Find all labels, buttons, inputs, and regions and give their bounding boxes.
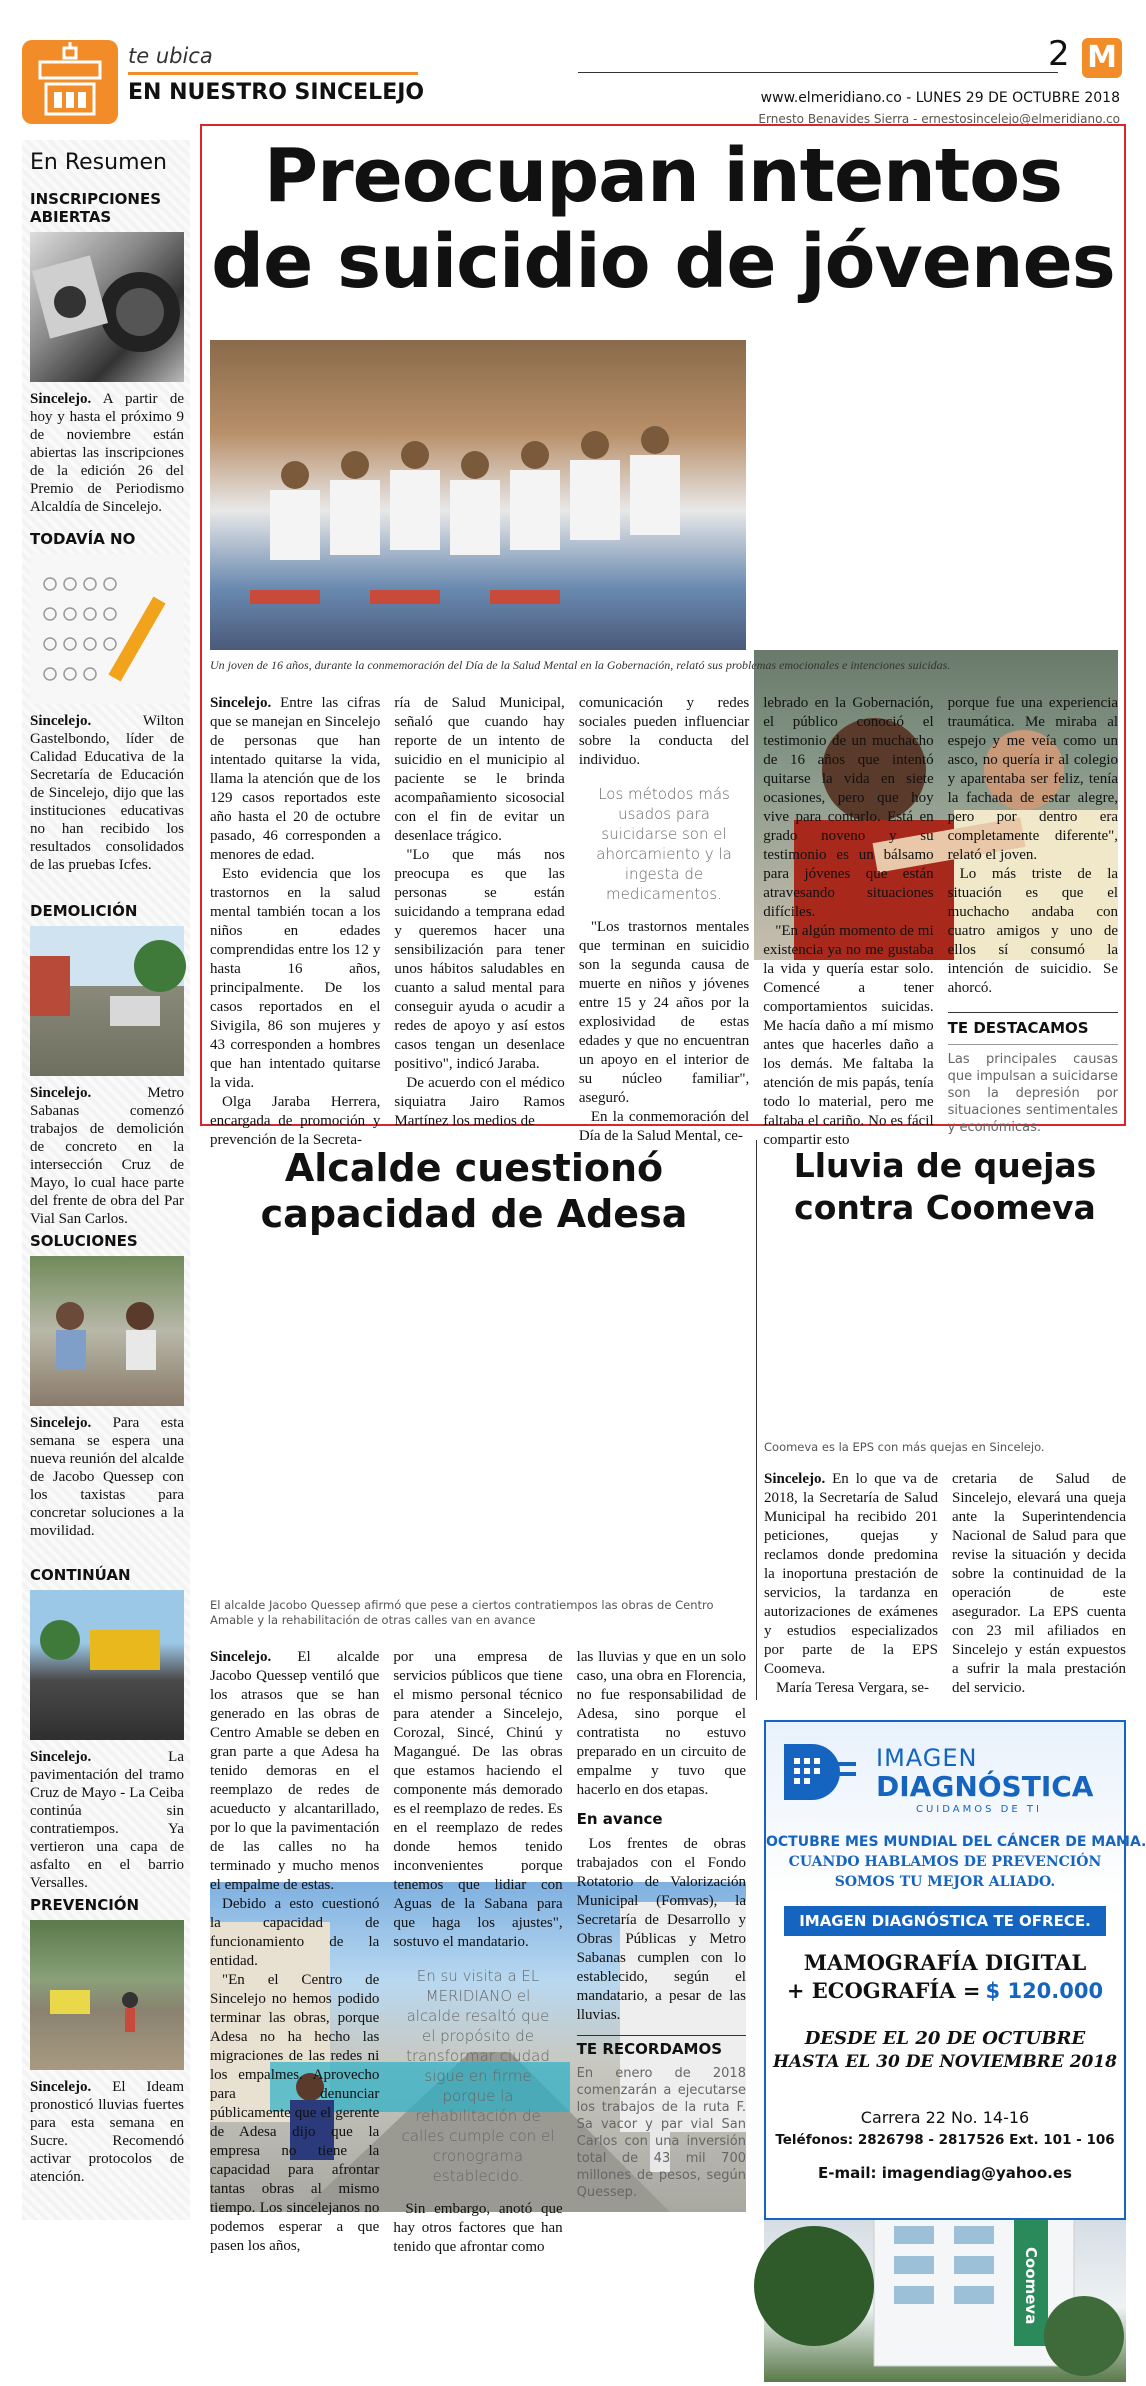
site-date: www.elmeridiano.co - LUNES 29 DE OCTUBRE 2018 [760,90,1120,106]
story2-col3-p2: Los frentes de obras trabajados con el Fondo Rotatorio de Valorización Municipal (Fomvas), la Secretaría de Desarrollo y Obras Públicas y Metro Sabanas cumplen con lo establecido, según el mandatario, a pesar de las lluvias. [576,1836,746,2023]
story3-headline-1: Lluvia de quejas [793,1146,1097,1185]
sidebar-item-text: La pavimentación del tramo Cruz de Mayo - La Ceiba continúa sin contratiempos. Ya vertieron una capa de asfalto en el barrio Versalles. [30,1749,184,1891]
main-highlight-title: TE DESTACAMOS [947,1019,1089,1037]
main-headline-2: de suicidio de jóvenes [211,219,1115,305]
ad-logo-icon [778,1740,856,1802]
ad-date-2: HASTA EL 30 DE NOVIEMBRE 2018 [772,2052,1118,2072]
main-col1-p3: Olga Jaraba Herrera, encargada de promoción y prevención de la Secreta- [210,1094,381,1148]
sidebar-item [30,1566,184,1896]
story2-lead: Sincelejo. [210,1649,272,1665]
ad-email[interactable]: E-mail: imagendiag@yahoo.es [818,2164,1072,2182]
section-icon [22,40,118,124]
sidebar-item-lead: Sincelejo. [30,1085,92,1101]
sidebar-photo [30,1920,184,2070]
sidebar-item-lead: Sincelejo. [30,713,92,729]
sidebar-item [30,1896,184,2196]
column-divider [756,1140,757,1700]
main-story-body [210,694,1119,1148]
story2-headline-2: capacidad de Adesa [260,1192,688,1236]
main-col2-p1: ría de Salud Municipal, señaló que cuando hay reporte de un intento de suicidio en el municipio al paciente se le brinda acompañamiento sicosocial con el fin de evitar un desenlace trágico. [394,695,565,844]
sidebar-item-lead: Sincelejo. [30,1415,92,1431]
main-col-5 [947,694,1119,1135]
sidebar-list [30,190,184,2196]
brand-logo: M [1082,38,1122,78]
ad-brand-2: DIAGNÓSTICA [876,1770,1094,1803]
main-col-2 [394,694,565,1129]
ad-banner: IMAGEN DIAGNÓSTICA TE OFRECE. [784,1906,1106,1936]
main-lead: Sincelejo. [210,695,272,711]
story2-col1-p3: "En el Centro de Sincelejo no hemos podido terminar las obras, porque Adesa no ha hecho las migraciones de las redes ni los empalmes. Aprovecho para denunciar públicamente que el gerente de Adesa dijo que la empresa no tiene la capacidad para afrontar tantas obras al mismo tiempo. Los sincelejanos no podemos esperar a que pasen los años, [210,1972,380,2254]
sidebar-photo [30,926,184,1076]
ad-brand-1: IMAGEN [876,1744,978,1772]
main-col1-p1: Entre las cifras que se manejan en Sincelejo de personas que han intentado quitarse la vida, llama la atención que de los 129 casos reportados este año hasta el 20 de octubre pasado, 46 corresponden a menores de edad. [210,695,381,863]
ad-address: Carrera 22 No. 14-16 [860,2108,1030,2127]
story2-col1-p1: El alcalde Jacobo Quessep ventiló que los atrasos que se han generado en las obras de Centro Amable se deben en gran parte a que Adesa ha tenido demoras en el reemplazo de redes de acueducto y alcantarillado, por lo que la pavimentación de las calles no ha terminado y mucho menos el empalme de estas. [210,1649,380,1893]
section-main-label: EN NUESTRO SINCELEJO [128,80,425,105]
story3-col-2 [952,1470,1126,1700]
story2-headline-1: Alcalde cuestionó [284,1146,664,1190]
story3-col2-p1: cretaria de Salud de Sincelejo, elevará una queja ante la Superintendencia Nacional de Salud para que revise la situación y decida sobre la continuidad de la operación de este asegurador. La EPS cuenta con 23 mil afiliados en Sincelejo y están expuestos a sufrir la mala prestación del servicio. [952,1471,1126,1696]
story2-col2-p2: Sin embargo, anotó que hay otros factores que han tenido que afrontar como [393,2201,563,2255]
sidebar-item-text: Para esta semana se espera una nueva reunión del alcalde de Jacobo Quessep con los taxistas para concretar soluciones a la movilidad. [30,1415,184,1539]
story3-col-1 [764,1470,938,1700]
sidebar-photo [30,1256,184,1406]
main-photo-audience [210,340,746,650]
main-col1-p2: Esto evidencia que los trastornos en la salud mental también tocan a los niños en edades comprendidas entre los 12 y hasta 16 años, principalmente. De los casos reportados en el Sivigila, 86 son mujeres y 43 corresponden a hombres que han intentado quitarse la vida. [210,866,381,1091]
sidebar-item-heading: DEMOLICIÓN [30,902,138,920]
story2-col-3 [577,1648,746,2220]
main-highlight-text: Las principales causas que impulsan a suicidarse son la depresión por situaciones sentimentales y económicas. [948,1044,1118,1136]
story3-photo-sign: Coomeva [1022,2247,1040,2325]
story3-lead: Sincelejo. [764,1471,826,1487]
main-col-1 [210,694,381,1148]
main-col4-p2: "En algún momento de mi existencia ya no me gustaba la vida y quería estar solo. Comencé a tener comportamientos suicidas. Me hacía daño a mí mismo antes que hacerles daño a los demás. Me faltaba la atención de mis papás, tenía todo lo material, pero me faltaba el cariño. No es fácil compartir esto [763,923,934,1148]
ad-phones: Teléfonos: 2826798 - 2817526 Ext. 101 - 106 [775,2132,1115,2148]
sidebar-item-lead: Sincelejo. [30,1749,92,1765]
sidebar-item-text: A partir de hoy y hasta el próximo 9 de noviembre están abiertas las inscripciones de la edición 26 del Premio de Periodismo Alcaldía de Sincelejo. [30,391,184,515]
sidebar-item-heading: PREVENCIÓN [30,1896,140,1914]
story2-pull-quote: En su visita a EL MERIDIANO el alcalde resaltó que el propósito de transformar ciudad sigue en firme porque la rehabilitación de calles cumple con el cronograma establecido. [401,1967,555,2185]
ad-date-1: DESDE EL 20 DE OCTUBRE [804,2028,1086,2049]
sidebar-item-text: El Ideam pronosticó lluvias fuertes para esta semana en Sucre. Recomendó activar protocolos de atención. [30,2079,184,2185]
story3-photo-caption: Coomeva es la EPS con más quejas en Sincelejo. [764,1440,1045,1454]
sidebar-photo [30,554,184,704]
sidebar-item-lead: Sincelejo. [30,2079,92,2095]
story2-col3-p1: las lluvias y que en un solo caso, una obra en Florencia, no fue responsabilidad de Adesa, sino porque el contratista no estuvo preparado en un circuito de empalme y tuvo que hacerlo en dos etapas. [576,1649,746,1798]
ad-line-2: CUANDO HABLAMOS DE PREVENCIÓN [788,1854,1102,1870]
main-col4-p1: lebrado en la Gobernación, el público conoció el testimonio de un muchacho de 16 años que intentó quitarse la vida en siete ocasiones, pero que hoy vive para contarlo. Está en grado noveno y su testimonio es un bálsamo para jóvenes que están atravesando situaciones difíciles. [763,695,934,920]
main-photo-caption: Un joven de 16 años, durante la conmemoración del Día de la Salud Mental en la Gobernación, relató sus problemas emocionales e intenciones suicidas. [210,658,951,672]
story2-col2-p1: por una empresa de servicios públicos que tiene el mismo personal técnico para atender a Sincelejo, Corozal, Sincé, Chinú y Magangué. De las obras que estamos haciendo el componente más demorado es el reemplazo de redes. Es en el reemplazo de redes donde hemos tenido inconvenientes porque tenemos que lidiar con Aguas de la Sabana para que haga los ajustes", sostuvo el mandatario. [393,1649,563,1950]
sidebar-photo [30,1590,184,1740]
ad-offer-1: MAMOGRAFÍA DIGITAL [803,1950,1087,1975]
story3-body [764,1470,1126,1700]
main-col5-p1: porque fue una experiencia traumática. Me miraba al espejo y me veía como un asco, no quería ir al colegio y aparentaba ser feliz, tenía la fachada de estar alegre, pero por dentro era completamente diferente", relató el joven. [947,695,1119,863]
ad-price: $ 120.000 [985,1979,1104,2003]
main-col3-p3: En la conmemoración del Día de la Salud Mental, ce- [578,1109,750,1144]
sidebar-title: En Resumen [30,150,167,175]
main-col2-p2: "Lo que más nos preocupa es que las personas se están suicidando a temprana edad y queremos hacer una sensibilización para tener unos hábitos saludables en cuanto a salud mental para conseguir ayuda o acudir a redes de apoyo y así estos casos tengan un desenlace positivo", indicó Jaraba. [394,847,565,1072]
story3-col1-p2: María Teresa Vergara, se- [776,1680,930,1696]
advertisement[interactable] [764,1720,1146,2220]
sidebar-item [30,530,184,902]
story2-photo-caption: El alcalde Jacobo Quessep afirmó que pese a ciertos contratiempos las obras de Centro Amable y la rehabilitación de otras calles van en avance [210,1598,714,1627]
story2-col-1 [210,1648,380,2254]
sidebar-item-text: Wilton Gastelbondo, líder de Calidad Educativa de la Secretaría de Educación de Sincelejo, dijo que las instituciones educativas no han recibido los resultados consolidados de las pruebas Icfes. [30,713,184,873]
story3-headline-2: contra Coomeva [794,1188,1096,1227]
sidebar-item-text: Metro Sabanas comenzó trabajos de demolición de concreto en la intersección Cruz de Mayo, lo cual hace parte del frente de obra del Par Vial San Carlos. [30,1085,184,1227]
section-top-label: te ubica [128,44,213,68]
story3-col1-p1: En lo que va de 2018, la Secretaría de Salud Municipal ha recibido 201 peticiones, quejas y reclamos donde predomina la inoportuna prestación de servicios, la tardanza en autorizaciones de exámenes y estudios especializados por parte de la EPS Coomeva. [764,1471,938,1677]
page-number: 2 [1048,34,1070,74]
main-col2-p3: De acuerdo con el médico siquiatra Jairo Ramos Martínez los medios de [394,1075,565,1129]
sidebar-item-heading: CONTINÚAN [30,1566,131,1584]
main-col-4 [763,694,934,1148]
main-col3-p2: "Los trastornos mentales que terminan en suicidio son la segunda causa de muerte en niños y jóvenes entre 15 y 24 años por la explosividad de estas edades y que no encuentran un apoyo en el interior de su núcleo familiar", aseguró. [578,919,750,1106]
sidebar-item-heading: SOLUCIONES [30,1232,138,1250]
story2-subhead: En avance [576,1810,663,1828]
main-headline-1: Preocupan intentos [263,133,1063,219]
sidebar-item-heading: INSCRIPCIONES ABIERTAS [30,190,162,226]
story2-reminder-title: TE RECORDAMOS [576,2040,723,2058]
main-col3-p1: comunicación y redes sociales pueden influenciar sobre la conducta del individuo. [578,695,750,768]
sidebar-item-lead: Sincelejo. [30,391,92,407]
story2-reminder-text: En enero de 2018 comenzarán a ejecutarse los trabajos de la ruta F. Sa vacor y par vial San Carlos con una inversión total de 43 mil 700 millones de pesos, según Quessep. [576,2066,746,2200]
author-line: Ernesto Benavides Sierra - ernestosincelejo@elmeridiano.co [758,112,1120,126]
main-col-3 [578,694,750,1144]
story3-photo-building [764,2196,1126,2382]
story2-col1-p2: Debido a esto cuestionó la capacidad de funcionamiento de la entidad. [210,1896,380,1969]
main-pull-quote: Los métodos más usados para suicidarse son el ahorcamiento y la ingesta de medicamentos. [596,785,732,903]
ad-line-1: OCTUBRE MES MUNDIAL DEL CÁNCER DE MAMA. [766,1834,1146,1850]
sidebar-item [30,190,184,530]
story2-body [210,1648,746,2255]
sidebar-item-heading: TODAVÍA NO [30,530,136,548]
sidebar-item [30,1232,184,1566]
story2-col-2 [393,1648,563,2255]
header-rule [578,72,1058,73]
sidebar-item [30,902,184,1232]
ad-offer-row [766,1978,1124,2003]
section-divider [128,72,418,75]
main-col5-p2: Lo más triste de la situación es que el muchacho andaba con cuatro amigos y uno de ellos sí consumó la intención de suicidio. Se ahorcó. [947,866,1119,996]
sidebar-photo [30,232,184,382]
ad-tagline: CUIDAMOS DE TI [916,1804,1042,1815]
ad-line-3: SOMOS TU MEJOR ALIADO. [834,1874,1056,1890]
ad-offer-2: + ECOGRAFÍA = [786,1978,981,2003]
